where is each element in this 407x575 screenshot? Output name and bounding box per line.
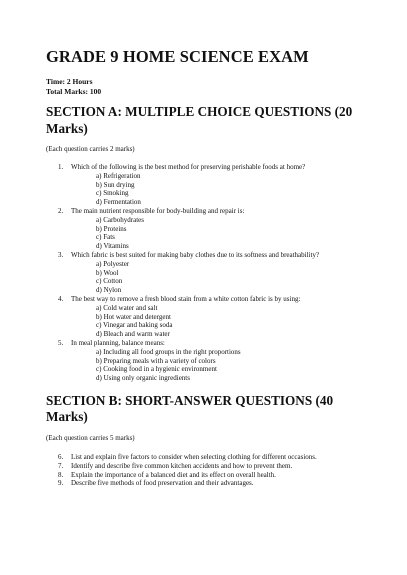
section-b-heading: SECTION B: SHORT-ANSWER QUESTIONS (40 Marks) <box>46 392 334 425</box>
question-number: 5. <box>58 338 64 347</box>
answer-options <box>71 172 377 207</box>
question-text: List and explain five factors to consider when selecting clothing for different occasions. <box>71 452 317 461</box>
answer-option: d) Nylon <box>96 286 122 295</box>
question-item <box>46 339 377 383</box>
question-number: 8. <box>58 470 64 479</box>
exam-meta <box>46 77 377 96</box>
answer-option: d) Fermentation <box>96 198 141 207</box>
answer-options <box>71 216 377 251</box>
question-item <box>46 207 377 251</box>
section-a-note: (Each question carries 2 marks) <box>46 145 135 153</box>
answer-option: d) Bleach and warm water <box>96 330 170 339</box>
answer-option: c) Smoking <box>96 189 129 198</box>
answer-option: c) Cotton <box>96 277 123 286</box>
answer-option: b) Wool <box>96 268 119 277</box>
question-number: 7. <box>58 461 64 470</box>
answer-option: d) Using only organic ingredients <box>96 374 190 383</box>
answer-option: c) Cooking food in a hygienic environment <box>96 365 217 374</box>
exam-total-marks: Total Marks: 100 <box>46 86 102 96</box>
answer-option: b) Proteins <box>96 224 127 233</box>
question-item <box>46 462 377 471</box>
question-text: Which of the following is the best method for preserving perishable foods at home? <box>71 163 306 171</box>
exam-time: Time: 2 Hours <box>46 77 93 86</box>
question-text: The best way to remove a fresh blood stain from a white cotton fabric is by using: <box>71 294 301 303</box>
question-item <box>46 479 377 488</box>
question-number: 3. <box>58 250 64 259</box>
answer-option: b) Sun drying <box>96 180 135 189</box>
answer-option: a) Cold water and salt <box>96 303 158 312</box>
section-b-question-list <box>46 453 377 488</box>
answer-options <box>71 260 377 295</box>
question-text: Which fabric is best suited for making baby clothes due to its softness and breathability? <box>71 250 320 259</box>
answer-option: a) Including all food groups in the right proportions <box>96 347 241 356</box>
section-b-note: (Each question carries 5 marks) <box>46 433 135 442</box>
answer-options <box>71 304 377 339</box>
answer-option: a) Carbohydrates <box>96 215 145 224</box>
question-text: Explain the importance of a balanced diet and its effect on overall health. <box>71 470 276 479</box>
exam-title: GRADE 9 HOME SCIENCE EXAM <box>46 47 309 66</box>
answer-option: a) Refrigeration <box>96 171 141 180</box>
answer-option: d) Vitamins <box>96 242 129 251</box>
question-number: 9. <box>58 479 64 488</box>
question-item <box>46 251 377 295</box>
question-text: Describe five methods of food preservation and their advantages. <box>71 479 254 488</box>
question-number: 2. <box>58 206 64 215</box>
answer-option: c) Fats <box>96 233 115 242</box>
question-item <box>46 471 377 480</box>
answer-option: b) Preparing meals with a variety of colors <box>96 356 216 365</box>
question-text: In meal planning, balance means: <box>71 338 165 347</box>
question-text: Identify and describe five common kitchen accidents and how to prevent them. <box>71 461 293 470</box>
question-text: The main nutrient responsible for body-building and repair is: <box>71 206 245 215</box>
question-item <box>46 453 377 462</box>
section-a-question-list <box>46 163 377 383</box>
question-item <box>46 295 377 339</box>
question-number: 4. <box>58 294 64 303</box>
answer-option: c) Vinegar and baking soda <box>96 321 173 330</box>
question-item <box>46 163 377 207</box>
question-number: 1. <box>58 163 64 171</box>
section-a-heading: SECTION A: MULTIPLE CHOICE QUESTIONS (20 Marks) <box>46 104 353 136</box>
question-number: 6. <box>58 452 64 461</box>
answer-options <box>71 348 377 383</box>
answer-option: b) Hot water and detergent <box>96 312 171 321</box>
answer-option: a) Polyester <box>96 259 130 268</box>
